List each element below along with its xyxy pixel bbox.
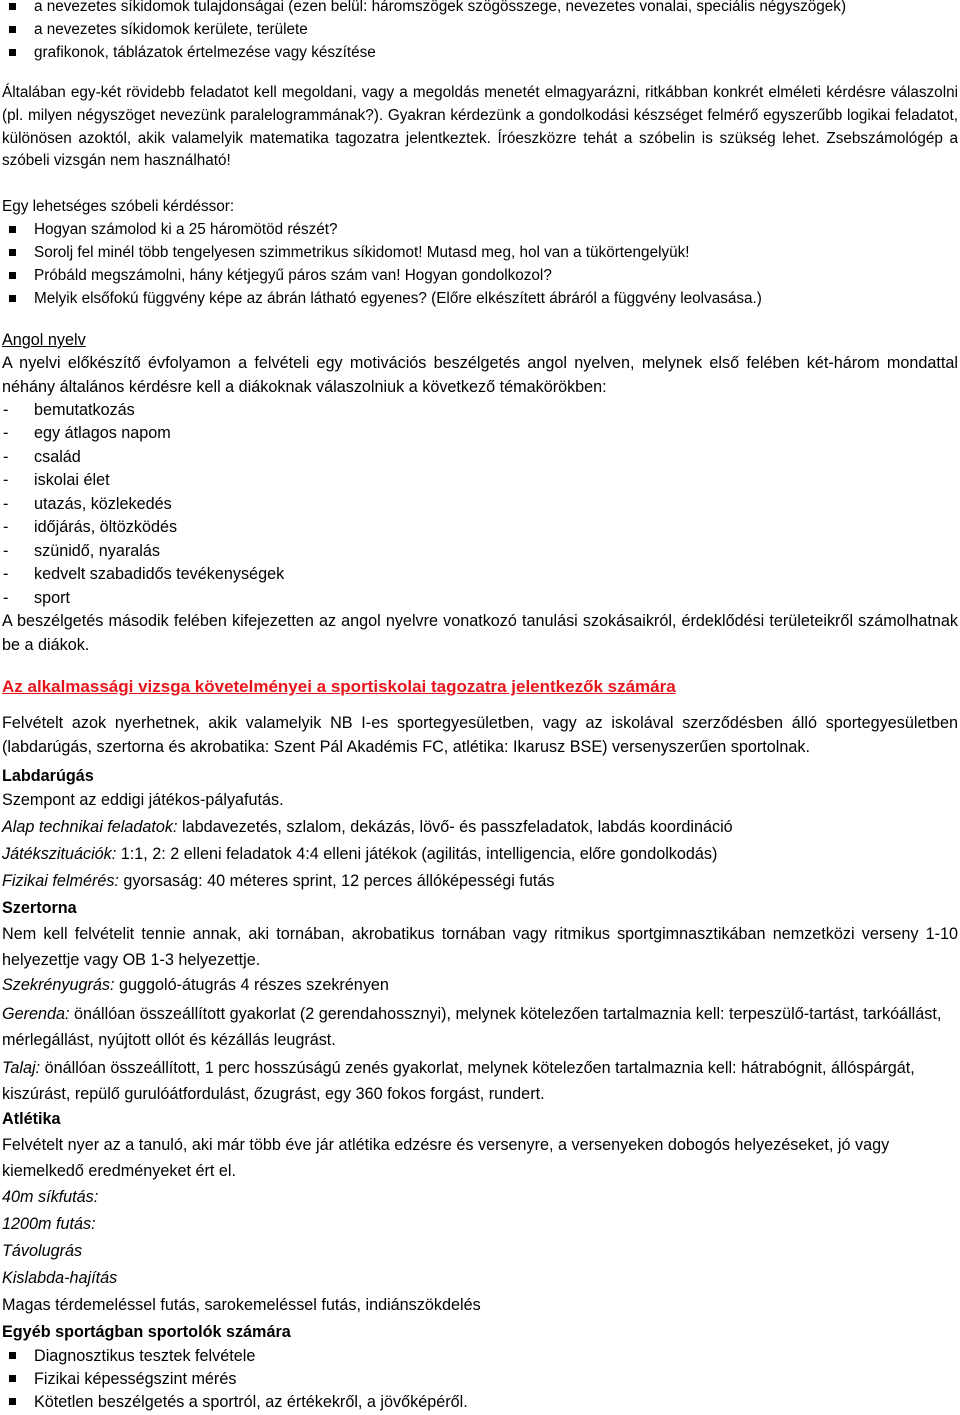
list-item: Sorolj fel minél több tengelyesen szimmetrikus síkidomot! Mutasd meg, hol van a tükörtengelyük! [34,242,690,265]
gymnastics-title: Szertorna [2,899,77,917]
other-title: Egyéb sportágban sportolók számára [2,1323,291,1341]
athletics-event: Kislabda-hajítás [2,1269,118,1287]
list-item: - bemutatkozás [34,399,135,423]
english-intro: A nyelvi előkészítő évfolyamon a felvételi egy motivációs beszélgetés angol nyelven, melynek első felében két-három mondattal néhány általános kérdésre kell a diákoknak válaszolniuk a következő témakörökben: [2,354,958,396]
list-item: Kötetlen beszélgetés a sportról, az értékekről, a jövőképéről. [34,1391,468,1415]
list-item: - egy átlagos napom [34,422,171,446]
list-item: - utazás, közlekedés [34,493,172,517]
gymnastics-floor: Talaj: önállóan összeállított, 1 perc hosszúságú zenés gyakorlat, melynek kötelezően tartalmaznia kell: hátrabógnit, állóspárgát, kiszúrást, repülő gurulóátfordulást, őzugrást, egy 360 fokos forgást, rundert. [2,1059,915,1103]
list-item: - időjárás, öltözködés [34,516,177,540]
football-item: Fizikai felmérés: gyorsaság: 40 méteres sprint, 12 perces állóképességi futás [2,872,555,890]
list-item: a nevezetes síkidomok tulajdonságai (ezen belül: háromszögek szögösszege, nevezetes vonalai, speciális négyszögek) [34,0,846,19]
athletics-last: Magas térdemeléssel futás, sarokemeléssel futás, indiánszökdelés [2,1296,481,1314]
sport-heading: Az alkalmassági vizsga követelményei a sportiskolai tagozatra jelentkezők számára [2,677,676,696]
math-paragraph: Általában egy-két rövidebb feladatot kell megoldani, vagy a megoldás menetét elmagyarázni, ritkábban konkrét elméleti kérdésre válaszolni (pl. milyen négyszöget nevezünk paralelogrammának?). Gyakran kérdezünk a gondolkodási készséget felmérő egyszerűbb logikai feladatot, különösen azoktól, akik valamelyik matematika tagozatra jelentkeztek. Íróeszközre tehát a szóbelin is szükség lehet. Zsebszámológép a szóbeli vizsgán nem használható! [2,84,958,170]
football-item: Játékszituációk: 1:1, 2: 2 elleni feladatok 4:4 elleni játékok (agilitás, intelligencia, előre gondolkodás) [2,845,718,863]
football-title: Labdarúgás [2,767,94,785]
football-item: Alap technikai feladatok: labdavezetés, szlalom, dekázás, lövő- és passzfeladatok, labdás koordináció [2,818,733,836]
athletics-event: 1200m futás: [2,1215,96,1233]
english-heading: Angol nyelv [2,331,86,349]
gymnastics-intro: Nem kell felvételit tennie annak, aki tornában, akrobatikus tornában vagy ritmikus sportgimnasztikában nemzetközi verseny 1-10 helyezettje vagy OB 1-3 helyezettje. [2,925,958,969]
list-item: Hogyan számolod ki a 25 háromötöd részét? [34,219,338,242]
list-item: Melyik elsőfokú függvény képe az ábrán látható egyenes? (Előre elkészített ábráról a függvény leolvasása.) [34,288,762,311]
list-item: - sport [34,587,70,611]
list-item: - család [34,446,81,470]
list-item: Fizikai képességszint mérés [34,1368,236,1392]
list-item: grafikonok, táblázatok értelmezése vagy készítése [34,42,376,65]
athletics-event: 40m síkfutás: [2,1188,99,1206]
athletics-title: Atlétika [2,1110,61,1128]
list-item: Próbáld megszámolni, hány kétjegyű páros szám van! Hogyan gondolkozol? [34,265,552,288]
gymnastics-vault: Szekrényugrás: guggoló-átugrás 4 részes szekrényen [2,976,389,994]
oral-intro: Egy lehetséges szóbeli kérdéssor: [2,198,235,215]
list-item: - szünidő, nyaralás [34,540,160,564]
sport-intro: Felvételt azok nyerhetnek, akik valamelyik NB I-es sportegyesületben, vagy az iskolával szerződésben álló sportegyesületben (labdarúgás, szertorna és akrobatika: Szent Pál Akadémis FC, atlétika: Ikarusz BSE) versenyszerűen sportolnak. [2,714,958,756]
athletics-event: Távolugrás [2,1242,83,1260]
list-item: - kedvelt szabadidős tevékenységek [34,563,284,587]
list-item: - iskolai élet [34,469,110,493]
list-item: a nevezetes síkidomok kerülete, területe [34,19,308,42]
gymnastics-beam: Gerenda: önállóan összeállított gyakorlat (2 gerendahossznyi), melynek kötelezően tartalmaznia kell: terpeszülő-tartást, tarkóállást, mérlegállást, nyújtott ollót és kézállás leugrást. [2,1005,942,1049]
english-outro: A beszélgetés második felében kifejezetten az angol nyelvre vonatkozó tanulási szokásaikról, érdeklődési területeikről számolhatnak be a diákok. [2,612,958,654]
athletics-intro: Felvételt nyer az a tanuló, aki már több éve jár atlétika edzésre és versenyre, a versenyeken dobogós helyezéseket, jó vagy kiemelkedő eredményeket ért el. [2,1136,890,1180]
football-line: Szempont az eddigi játékos-pályafutás. [2,791,284,809]
list-item: Diagnosztikus tesztek felvétele [34,1345,255,1369]
